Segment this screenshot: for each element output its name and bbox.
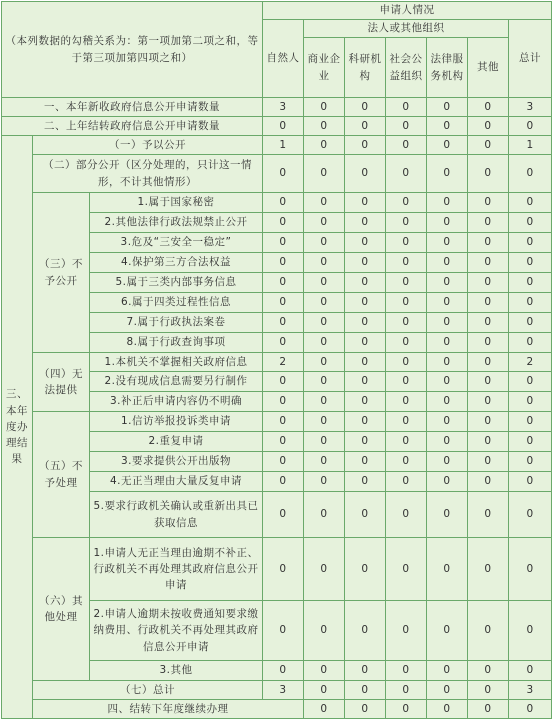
value-cell: 0 xyxy=(468,392,509,412)
value-cell: 0 xyxy=(468,661,509,681)
value-cell: 0 xyxy=(509,412,552,432)
value-cell: 0 xyxy=(304,333,345,353)
value-cell: 0 xyxy=(345,432,386,452)
section3-label: 三、本年度办理结果 xyxy=(2,136,33,719)
value-cell: 0 xyxy=(427,492,468,538)
row-label: （一）予以公开 xyxy=(33,136,263,155)
value-cell: 0 xyxy=(304,472,345,492)
value-cell: 0 xyxy=(263,392,304,412)
value-cell: 0 xyxy=(468,700,509,719)
value-cell: 0 xyxy=(427,681,468,700)
value-cell: 0 xyxy=(345,700,386,719)
value-cell: 0 xyxy=(468,98,509,117)
value-cell: 0 xyxy=(427,233,468,253)
value-cell: 0 xyxy=(509,452,552,472)
value-cell: 0 xyxy=(427,601,468,661)
table-row xyxy=(2,117,552,136)
value-cell: 0 xyxy=(386,98,427,117)
value-cell: 0 xyxy=(304,681,345,700)
value-cell: 0 xyxy=(427,333,468,353)
row-label: 6.属于四类过程性信息 xyxy=(90,293,263,313)
value-cell: 0 xyxy=(263,193,304,213)
value-cell: 0 xyxy=(509,372,552,392)
group-label: （五）不予处理 xyxy=(33,412,90,538)
value-cell: 0 xyxy=(386,193,427,213)
value-cell: 0 xyxy=(427,136,468,155)
value-cell: 0 xyxy=(427,472,468,492)
value-cell: 0 xyxy=(386,538,427,601)
value-cell: 0 xyxy=(386,253,427,273)
value-cell: 0 xyxy=(304,432,345,452)
header-natural-person: 自然人 xyxy=(263,20,304,98)
value-cell: 0 xyxy=(386,117,427,136)
application-statistics-table xyxy=(1,1,552,719)
value-cell: 0 xyxy=(468,472,509,492)
value-cell: 0 xyxy=(304,293,345,313)
value-cell: 0 xyxy=(427,313,468,333)
value-cell: 0 xyxy=(509,273,552,293)
value-cell: 0 xyxy=(304,452,345,472)
value-cell: 0 xyxy=(468,681,509,700)
value-cell: 0 xyxy=(304,661,345,681)
row-label: 一、本年新收政府信息公开申请数量 xyxy=(2,98,263,117)
value-cell: 0 xyxy=(263,472,304,492)
value-cell: 3 xyxy=(263,681,304,700)
value-cell: 0 xyxy=(509,253,552,273)
value-cell: 0 xyxy=(263,492,304,538)
value-cell: 0 xyxy=(509,492,552,538)
value-cell: 0 xyxy=(386,392,427,412)
value-cell: 0 xyxy=(263,293,304,313)
value-cell: 0 xyxy=(304,492,345,538)
value-cell: 3 xyxy=(509,98,552,117)
value-cell: 0 xyxy=(345,372,386,392)
value-cell: 0 xyxy=(509,333,552,353)
header-research: 科研机构 xyxy=(345,38,386,98)
value-cell: 0 xyxy=(304,392,345,412)
value-cell: 0 xyxy=(509,432,552,452)
value-cell: 0 xyxy=(386,412,427,432)
value-cell: 2 xyxy=(509,353,552,372)
value-cell: 0 xyxy=(345,253,386,273)
group-label: （四）无法提供 xyxy=(33,353,90,412)
value-cell: 0 xyxy=(345,472,386,492)
value-cell: 0 xyxy=(468,538,509,601)
value-cell: 0 xyxy=(509,193,552,213)
value-cell: 0 xyxy=(468,233,509,253)
value-cell: 0 xyxy=(468,155,509,193)
value-cell: 0 xyxy=(509,233,552,253)
value-cell: 0 xyxy=(386,155,427,193)
value-cell: 3 xyxy=(263,98,304,117)
value-cell: 0 xyxy=(263,117,304,136)
value-cell: 0 xyxy=(345,313,386,333)
value-cell: 0 xyxy=(386,273,427,293)
value-cell: 0 xyxy=(468,273,509,293)
value-cell: 0 xyxy=(304,98,345,117)
value-cell: 0 xyxy=(263,213,304,233)
value-cell: 0 xyxy=(263,661,304,681)
row-label: 7.属于行政执法案卷 xyxy=(90,313,263,333)
value-cell: 0 xyxy=(509,117,552,136)
value-cell: 0 xyxy=(427,392,468,412)
value-cell: 0 xyxy=(345,136,386,155)
value-cell: 0 xyxy=(468,372,509,392)
value-cell: 0 xyxy=(263,313,304,333)
value-cell: 3 xyxy=(509,681,552,700)
value-cell: 0 xyxy=(345,273,386,293)
row-label: 1.属于国家秘密 xyxy=(90,193,263,213)
value-cell: 0 xyxy=(345,117,386,136)
value-cell: 1 xyxy=(509,136,552,155)
value-cell: 0 xyxy=(263,233,304,253)
value-cell: 0 xyxy=(509,601,552,661)
value-cell: 0 xyxy=(468,253,509,273)
value-cell: 0 xyxy=(263,155,304,193)
value-cell: 0 xyxy=(345,353,386,372)
value-cell: 2 xyxy=(263,353,304,372)
value-cell: 0 xyxy=(509,213,552,233)
value-cell: 0 xyxy=(263,432,304,452)
value-cell: 0 xyxy=(386,452,427,472)
row-label: 4.保护第三方合法权益 xyxy=(90,253,263,273)
table-row xyxy=(2,136,552,155)
table-row xyxy=(2,353,552,372)
value-cell: 0 xyxy=(468,333,509,353)
value-cell: 0 xyxy=(509,155,552,193)
value-cell: 0 xyxy=(386,661,427,681)
table-row xyxy=(2,193,552,213)
value-cell: 0 xyxy=(509,293,552,313)
value-cell: 0 xyxy=(509,472,552,492)
value-cell: 0 xyxy=(345,492,386,538)
row-label: 8.属于行政查询事项 xyxy=(90,333,263,353)
header-other: 其他 xyxy=(468,38,509,98)
value-cell: 0 xyxy=(509,538,552,601)
group-label: （三）不予公开 xyxy=(33,193,90,353)
value-cell: 0 xyxy=(345,193,386,213)
row-label: （二）部分公开（区分处理的，只计这一情形，不计其他情形） xyxy=(33,155,263,193)
value-cell: 0 xyxy=(386,233,427,253)
value-cell: 0 xyxy=(427,253,468,273)
value-cell: 1 xyxy=(263,136,304,155)
value-cell: 0 xyxy=(386,492,427,538)
value-cell: 0 xyxy=(345,155,386,193)
value-cell: 0 xyxy=(386,293,427,313)
value-cell: 0 xyxy=(345,98,386,117)
value-cell: 0 xyxy=(427,193,468,213)
row-label: 3.危及“三安全一稳定” xyxy=(90,233,263,253)
row-label: 2.没有现成信息需要另行制作 xyxy=(90,372,263,392)
value-cell: 0 xyxy=(345,233,386,253)
value-cell: 0 xyxy=(345,213,386,233)
value-cell: 0 xyxy=(427,117,468,136)
value-cell: 0 xyxy=(427,98,468,117)
value-cell: 0 xyxy=(263,538,304,601)
row-label: 3.其他 xyxy=(90,661,263,681)
value-cell: 0 xyxy=(345,392,386,412)
value-cell: 0 xyxy=(304,213,345,233)
value-cell: 0 xyxy=(427,661,468,681)
value-cell: 0 xyxy=(304,412,345,432)
value-cell: 0 xyxy=(427,452,468,472)
header-legal-or-other: 法人或其他组织 xyxy=(304,20,509,38)
row-label: 1.信访举报投诉类申请 xyxy=(90,412,263,432)
header-total: 总计 xyxy=(509,20,552,98)
value-cell: 0 xyxy=(263,253,304,273)
value-cell: 0 xyxy=(509,661,552,681)
table-row xyxy=(2,700,552,719)
row-label: 3.补正后申请内容仍不明确 xyxy=(90,392,263,412)
value-cell: 0 xyxy=(509,700,552,719)
row-label: 2.重复申请 xyxy=(90,432,263,452)
value-cell: 0 xyxy=(263,372,304,392)
value-cell: 0 xyxy=(386,432,427,452)
value-cell: 0 xyxy=(304,136,345,155)
row-label: 5.要求行政机关确认或重新出具已获取信息 xyxy=(90,492,263,538)
value-cell: 0 xyxy=(509,392,552,412)
value-cell: 0 xyxy=(386,472,427,492)
value-cell: 0 xyxy=(263,333,304,353)
value-cell: 0 xyxy=(427,353,468,372)
value-cell: 0 xyxy=(386,601,427,661)
value-cell: 0 xyxy=(427,372,468,392)
row-label: 四、结转下年度继续办理 xyxy=(33,700,304,719)
value-cell: 0 xyxy=(509,313,552,333)
header-applicant-situation: 申请人情况 xyxy=(263,2,552,20)
value-cell: 0 xyxy=(345,333,386,353)
group-label: （六）其他处理 xyxy=(33,538,90,681)
table-row xyxy=(2,538,552,601)
value-cell: 0 xyxy=(304,273,345,293)
value-cell: 0 xyxy=(468,452,509,472)
value-cell: 0 xyxy=(386,372,427,392)
value-cell: 0 xyxy=(345,601,386,661)
value-cell: 0 xyxy=(468,136,509,155)
value-cell: 0 xyxy=(386,213,427,233)
value-cell: 0 xyxy=(427,700,468,719)
value-cell: 0 xyxy=(304,538,345,601)
value-cell: 0 xyxy=(304,601,345,661)
table-row xyxy=(2,98,552,117)
value-cell: 0 xyxy=(468,432,509,452)
value-cell: 0 xyxy=(386,353,427,372)
value-cell: 0 xyxy=(304,155,345,193)
value-cell: 0 xyxy=(468,412,509,432)
row-label: 1.申请人无正当理由逾期不补正、行政机关不再处理其政府信息公开申请 xyxy=(90,538,263,601)
value-cell: 0 xyxy=(345,293,386,313)
value-cell: 0 xyxy=(345,452,386,472)
row-label: 3.要求提供公开出版物 xyxy=(90,452,263,472)
value-cell: 0 xyxy=(386,333,427,353)
table-row xyxy=(2,412,552,432)
value-cell: 0 xyxy=(386,681,427,700)
row-label: 1.本机关不掌握相关政府信息 xyxy=(90,353,263,372)
value-cell: 0 xyxy=(468,601,509,661)
value-cell: 0 xyxy=(386,136,427,155)
value-cell: 0 xyxy=(345,661,386,681)
value-cell: 0 xyxy=(468,117,509,136)
value-cell: 0 xyxy=(427,273,468,293)
table-row xyxy=(2,681,552,700)
value-cell: 0 xyxy=(427,213,468,233)
value-cell: 0 xyxy=(304,193,345,213)
row-label: 2.申请人逾期未按收费通知要求缴纳费用、行政机关不再处理其政府信息公开申请 xyxy=(90,601,263,661)
row-label: 二、上年结转政府信息公开申请数量 xyxy=(2,117,263,136)
value-cell: 0 xyxy=(468,293,509,313)
value-cell: 0 xyxy=(304,313,345,333)
header-social-welfare: 社会公益组织 xyxy=(386,38,427,98)
value-cell: 0 xyxy=(304,372,345,392)
value-cell: 0 xyxy=(427,538,468,601)
intro-note: （本列数据的勾稽关系为：第一项加第二项之和，等于第三项加第四项之和） xyxy=(2,2,263,98)
value-cell: 0 xyxy=(468,213,509,233)
value-cell: 0 xyxy=(468,492,509,538)
header-commercial: 商业企业 xyxy=(304,38,345,98)
value-cell: 0 xyxy=(427,293,468,313)
value-cell: 0 xyxy=(468,313,509,333)
header-legal-service: 法律服务机构 xyxy=(427,38,468,98)
value-cell: 0 xyxy=(304,353,345,372)
row-label: 5.属于三类内部事务信息 xyxy=(90,273,263,293)
value-cell: 0 xyxy=(427,432,468,452)
value-cell: 0 xyxy=(427,412,468,432)
value-cell: 0 xyxy=(427,155,468,193)
value-cell: 0 xyxy=(263,273,304,293)
value-cell: 0 xyxy=(304,233,345,253)
value-cell: 0 xyxy=(263,452,304,472)
value-cell: 0 xyxy=(386,700,427,719)
row-label: 4.无正当理由大量反复申请 xyxy=(90,472,263,492)
value-cell: 0 xyxy=(263,412,304,432)
value-cell: 0 xyxy=(345,681,386,700)
row-label: （七）总计 xyxy=(33,681,263,700)
value-cell: 0 xyxy=(304,700,345,719)
value-cell: 0 xyxy=(386,313,427,333)
value-cell: 0 xyxy=(304,253,345,273)
value-cell: 0 xyxy=(345,412,386,432)
value-cell: 0 xyxy=(263,601,304,661)
value-cell: 0 xyxy=(468,353,509,372)
value-cell: 0 xyxy=(304,117,345,136)
row-label: 2.其他法律行政法规禁止公开 xyxy=(90,213,263,233)
table-row xyxy=(2,155,552,193)
value-cell: 0 xyxy=(468,193,509,213)
value-cell: 0 xyxy=(345,538,386,601)
